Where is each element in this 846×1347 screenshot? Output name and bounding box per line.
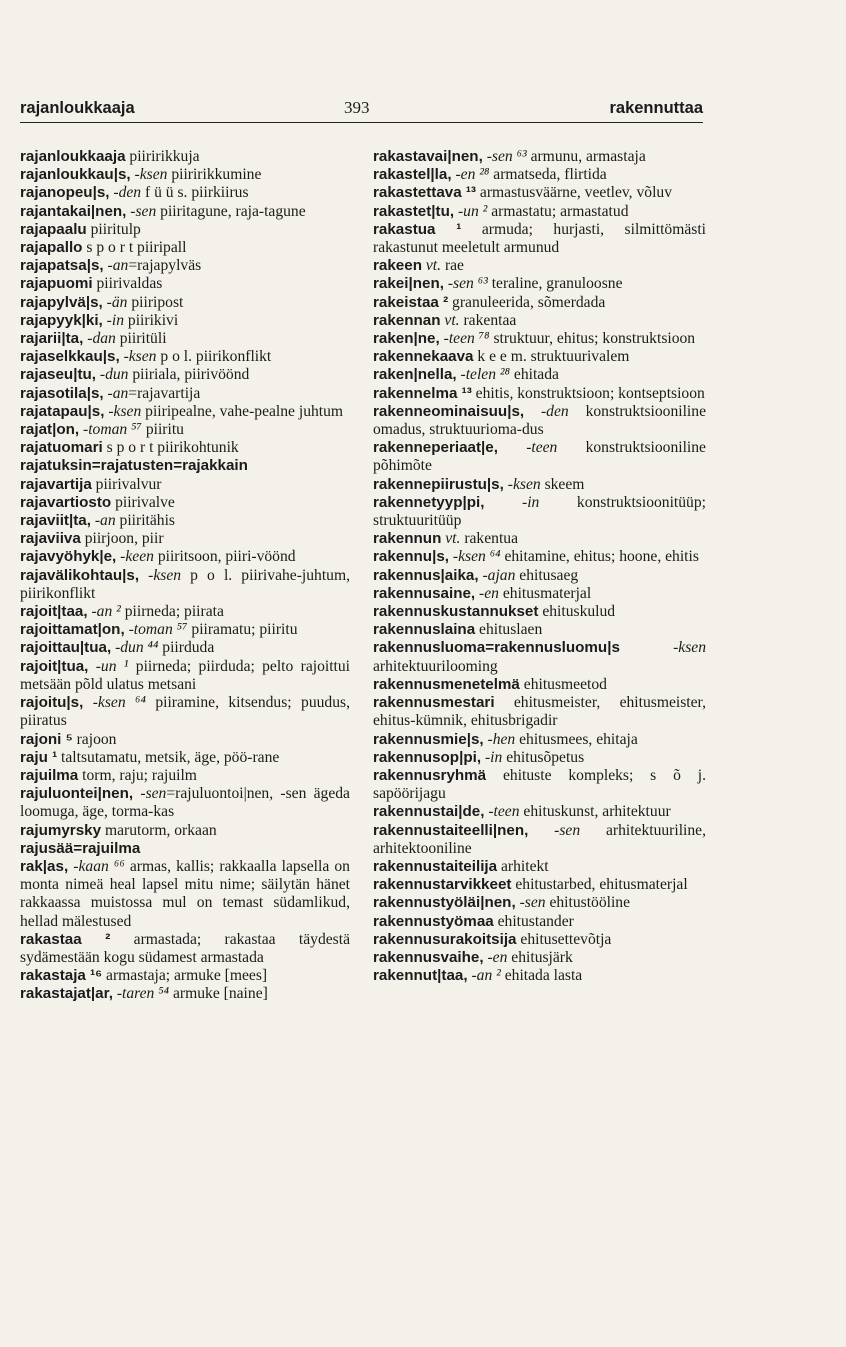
entry-definition: p o l. piirivahe-juhtum, piirikonflikt [20,566,350,602]
entry-headword: rakennustyöläi|nen, [373,894,516,912]
entry-headword: rakastaa ² [20,930,111,948]
entry-definition: ehitamine, ehitus; hoone, ehitis [500,548,699,566]
entry-definition: =rajapylväs [128,257,202,275]
entry-headword: rakennu|s, [373,548,449,566]
entry-definition: struktuur, ehitus; konstruktsioon [489,330,696,348]
entry-definition: ehitusmeetod [519,675,607,693]
dictionary-entry [373,403,706,439]
dictionary-entry [20,403,350,421]
entry-grammar-form: -sen [515,894,546,912]
entry-headword: rakennustai|de, [373,803,485,821]
dictionary-entry [20,348,350,366]
entry-headword: rakennusop|pi, [373,748,482,766]
entry-definition: piiritu [141,421,184,439]
entry-definition: ehituskulud [538,603,616,621]
entry-headword: rajaviit|ta, [20,512,91,530]
entry-definition: s p o r t piiripall [82,239,187,257]
dictionary-entry [373,184,706,202]
entry-grammar-form: -teen ⁷⁸ [439,330,490,348]
dictionary-entry [20,767,350,785]
entry-headword: rakennuskustannukset [373,603,539,621]
entry-headword: rakennun [373,530,442,548]
entry-grammar-form: -dun ⁴⁴ [111,639,159,657]
entry-headword: rajoittau|tua, [20,639,112,657]
entry-grammar-form: -ksen [139,566,182,584]
entry-headword: rajoittamat|on, [20,621,125,639]
entry-headword: rak|as, [20,857,69,875]
dictionary-entry [373,822,706,858]
entry-definition: ehitustarbed, ehitusmaterjal [511,876,688,894]
entry-headword: rakennuslaina [373,621,476,639]
dictionary-entry [373,312,706,330]
entry-definition: arhitektuurilooming [373,657,498,675]
entry-grammar-form: -den [109,184,142,202]
dictionary-entry [373,476,706,494]
entry-grammar-form: -ksen ⁶⁴ [449,548,501,566]
entry-grammar-form: -sen [126,202,157,220]
dictionary-entry [373,803,706,821]
entry-definition: arhitektuuriline, arhitektooniline [373,821,706,857]
entry-headword: rajaviiva [20,530,81,548]
dictionary-entry [373,203,706,221]
dictionary-entry [20,221,350,239]
dictionary-entry [20,603,350,621]
entry-definition: armastatu; armastatud [487,202,629,220]
entry-definition: armuke [naine] [169,985,268,1003]
entry-grammar-form: -ksen [104,402,142,420]
entry-definition: armas, kallis; rakkaalla lapsella on monta nimeä heal lapsel mitu nime; säilytän hänet rakkaassa muistossa mul on temast südamlikud, hellad mälestused [20,857,350,930]
dictionary-entry [20,530,350,548]
entry-headword: rakennustyömaa [373,912,494,930]
dictionary-entry [20,439,350,457]
dictionary-entry [20,858,350,931]
dictionary-entry [373,530,706,548]
dictionary-entry [20,931,350,967]
entry-definition: s p o r t piirikohtunik [102,439,239,457]
entry-headword: rakeistaa ² [373,293,449,311]
dictionary-entry [373,731,706,749]
entry-definition: ehitusaeg [515,566,579,584]
entry-grammar-form: -ksen [503,475,541,493]
entry-grammar-form: -an [103,384,129,402]
entry-grammar-form: -un ² [454,202,488,220]
entry-definition: granuleerida, sõmerdada [448,293,606,311]
entry-headword: rakennepiirustu|s, [373,475,504,493]
entry-grammar-form: -in [484,493,540,511]
entry-definition: ehituste kompleks; s õ j. sapöörijagu [373,766,706,803]
entry-definition: p o l. piirikonflikt [156,348,272,366]
entry-definition: ehituslaen [475,621,543,639]
dictionary-entry [373,694,706,730]
dictionary-entry [373,494,706,530]
entry-definition: piiripost [127,293,184,311]
entry-headword: rakastua ¹ [373,220,462,238]
dictionary-entry [373,439,706,475]
entry-definition: piirikivi [124,311,179,329]
running-head-right: rakennuttaa [609,99,703,117]
dictionary-entry [373,676,706,694]
entry-definition: ehitusmeister, ehitusmeister, ehitus-kümnik, ehitusbrigadir [373,694,706,730]
entry-definition: ehitis, konstruktsioon; kontseptsioon [471,384,705,402]
entry-headword: raken|ne, [373,330,440,348]
entry-headword: rakastet|tu, [373,202,455,220]
dictionary-entry [20,476,350,494]
entry-grammar-form: -sen ⁶³ [482,148,527,165]
entry-headword: rajapaalu [20,220,87,238]
entry-definition: armastaja; armuke [mees] [102,967,268,985]
entry-grammar-form: -in [481,748,503,766]
dictionary-entry [373,385,706,403]
entry-definition: =rajuluontoi|nen, -sen ägeda loomuga, äge, torma-kas [20,785,350,821]
entry-grammar-form: vt. [421,257,442,275]
entry-headword: rakenneominaisuu|s, [373,402,525,420]
entry-definition: ehitusettevõtja [516,930,612,948]
entry-headword: rajuluontei|nen, [20,785,134,803]
dictionary-entry [373,548,706,566]
dictionary-entry [373,749,706,767]
dictionary-entry [20,749,350,767]
entry-grammar-form: -en [483,948,508,966]
entry-definition: piiririkkumine [167,166,262,184]
dictionary-entry [373,949,706,967]
entry-headword: rajavartiosto [20,493,112,511]
entry-grammar-form: -en ²⁸ [451,166,490,184]
dictionary-entry [20,312,350,330]
entry-grammar-form: -sen [133,785,167,803]
dictionary-entry [373,294,706,312]
entry-headword: rajatuksin=rajatusten=rajakkain [20,457,248,475]
entry-definition: piirjoon, piir [80,530,164,548]
entry-definition: ehitustander [493,912,574,930]
entry-definition: rajoon [72,730,117,748]
entry-headword: rakennan [373,311,441,329]
entry-headword: rakennusryhmä [373,766,487,784]
dictionary-entry [20,822,350,840]
entry-headword: rakennetyyp|pi, [373,493,485,511]
dictionary-entry [20,421,350,439]
entry-grammar-form: -an [103,257,129,275]
entry-grammar-form: vt. [440,311,460,329]
dictionary-entry [20,275,350,293]
dictionary-entry [20,621,350,639]
entry-headword: rajavyöhyk|e, [20,548,117,566]
entry-headword: rakastettava ¹³ [373,184,476,202]
entry-headword: rajoni ⁵ [20,730,73,748]
dictionary-entry [373,567,706,585]
entry-definition: konstruktsiooniline põhimõte [373,439,706,475]
entry-definition: marutorm, orkaan [101,821,217,839]
entry-definition: ehitada lasta [500,967,583,985]
entry-definition: =rajavartija [128,384,201,402]
dictionary-entry [20,985,350,1003]
entry-headword: rajapuomi [20,275,93,293]
entry-definition: piiritüli [115,330,167,348]
entry-headword: rajumyrsky [20,821,102,839]
entry-grammar-form: -toman ⁵⁷ [124,621,188,639]
entry-headword: rakennelma ¹³ [373,384,472,402]
entry-headword: rajantakai|nen, [20,202,127,220]
entry-headword: rajapallo [20,239,83,257]
entry-headword: rajapyyk|ki, [20,311,103,329]
entry-headword: rakennusmenetelmä [373,675,520,693]
dictionary-entry [373,858,706,876]
dictionary-entry [20,512,350,530]
dictionary-entry [373,931,706,949]
entry-definition: piiramatu; piiritu [187,621,298,639]
entry-headword: rakastavai|nen, [373,148,483,165]
entry-definition: rae [441,257,464,275]
entry-headword: raju ¹ [20,748,58,766]
dictionary-entry [20,148,350,166]
entry-definition: ehitustööline [545,894,631,912]
dictionary-entry [373,166,706,184]
entry-headword: rakennekaava [373,348,474,366]
dictionary-entry [373,221,706,257]
entry-headword: rakennusvaihe, [373,948,484,966]
dictionary-entry [20,366,350,384]
entry-definition: ehitusõpetus [502,748,585,766]
entry-grammar-form: -an ² [467,967,501,985]
dictionary-entry [20,548,350,566]
entry-definition: rakentua [460,530,518,548]
entry-grammar-form: -telen ²⁸ [456,366,510,384]
dictionary-entry [20,731,350,749]
entry-grammar-form: -an ² [87,603,121,621]
entry-headword: rakennus|aika, [373,566,479,584]
entry-definition: piirivaldas [92,275,163,293]
dictionary-entry [373,639,706,675]
entry-headword: rakennustaiteelli|nen, [373,821,529,839]
entry-definition: teraline, granuloosne [487,275,623,293]
dictionary-entry [373,585,706,603]
entry-headword: raken|nella, [373,366,457,384]
entry-definition: piiritsoon, piiri-vöönd [153,548,296,566]
entry-grammar-form: -en [475,584,499,602]
entry-definition: ehitusmaterjal [498,584,592,602]
entry-grammar-form: -ksen [619,639,706,657]
entry-definition: piiririkkuja [125,148,200,165]
entry-headword: rakennustarvikkeet [373,876,512,894]
entry-definition: k e e m. struktuurivalem [473,348,630,366]
dictionary-entry [373,366,706,384]
dictionary-entry [20,639,350,657]
entry-headword: rakenneperiaat|e, [373,439,498,457]
entry-grammar-form: -ajan [478,566,516,584]
entry-headword: rajaselkkau|s, [20,348,120,366]
entry-headword: rajat|on, [20,421,80,439]
entry-grammar-form: -den [524,402,569,420]
dictionary-entry [373,603,706,621]
entry-definition: piiritulp [86,220,141,238]
entry-grammar-form: -toman ⁵⁷ [79,421,142,439]
entry-headword: rajuilma [20,766,79,784]
entry-headword: rajoit|tua, [20,657,89,675]
entry-definition: piirneda; piirata [120,603,224,621]
entry-definition: piiritagune, raja-tagune [156,202,306,220]
page-header [20,98,703,123]
page-number: 393 [344,98,370,117]
entry-definition: armastada; rakastaa täydestä sydämestään kogu südamest armastada [20,930,350,966]
entry-grammar-form: -in [102,311,125,329]
dictionary-entry [20,457,350,475]
running-head-left: rajanloukkaaja [20,99,135,117]
dictionary-entry [20,694,350,730]
dictionary-entry [20,184,350,202]
entry-definition: ehitusmees, ehitaja [515,730,638,748]
entry-headword: rajaseu|tu, [20,366,96,384]
dictionary-entry [20,967,350,985]
entry-grammar-form: -sen [528,821,581,839]
entry-headword: rakennusmie|s, [373,730,484,748]
dictionary-entry [20,567,350,603]
entry-definition: arhitekt [497,857,549,875]
entry-definition: armatseda, flirtida [489,166,607,184]
dictionary-entry [20,385,350,403]
entry-definition: piiramine, kitsendus; puudus, piiratus [20,694,350,730]
entry-grammar-form: -teen [497,439,558,457]
entry-headword: rajasotila|s, [20,384,104,402]
dictionary-entry [20,494,350,512]
entry-headword: rakennusmestari [373,694,495,712]
entry-grammar-form: -an [90,512,116,530]
entry-headword: rakeen [373,257,422,275]
dictionary-entry [373,913,706,931]
right-column [373,148,706,985]
entry-definition: armunu, armastaja [526,148,646,165]
entry-grammar-form: -än [102,293,128,311]
dictionary-entry [373,275,706,293]
entry-headword: rajusää=rajuilma [20,839,141,857]
entry-headword: rajanloukkaaja [20,148,126,165]
entry-grammar-form: -un ¹ [88,657,129,675]
entry-headword: rajanopeu|s, [20,184,110,202]
entry-definition: piirivalvur [91,475,162,493]
dictionary-entry [373,257,706,275]
entry-headword: rajoit|taa, [20,603,88,621]
entry-definition: piirduda [158,639,215,657]
entry-definition: konstruktsioonitüüp; struktuuritüüp [373,493,706,530]
dictionary-entry [20,203,350,221]
entry-grammar-form: -ksen ⁶⁴ [83,694,146,712]
entry-grammar-form: -teen [484,803,520,821]
entry-definition: taltsutamatu, metsik, äge, pöö-rane [57,748,280,766]
dictionary-entry [373,330,706,348]
entry-definition: piirneda; piirduda; pelto rajoittui metsään põld ulatus metsani [20,657,350,693]
entry-grammar-form: -hen [483,730,516,748]
entry-headword: rakennut|taa, [373,967,468,985]
entry-headword: rakastajat|ar, [20,985,113,1003]
entry-headword: rakennustaiteilija [373,857,498,875]
entry-headword: rajatuomari [20,439,103,457]
entry-definition: rakentaa [459,311,517,329]
entry-headword: rajanloukkau|s, [20,166,131,184]
entry-headword: rakennusurakoitsija [373,930,517,948]
entry-definition: ehituskunst, arhitektuur [519,803,671,821]
entry-definition: torm, raju; rajuilm [78,766,197,784]
dictionary-entry [20,166,350,184]
entry-definition: ehitada [510,366,559,384]
entry-grammar-form: -dan [83,330,116,348]
dictionary-entry [20,239,350,257]
entry-definition: piiritähis [115,512,175,530]
entry-definition: piiripealne, vahe-pealne juhtum [141,402,344,420]
entry-grammar-form: -ksen [119,348,157,366]
entry-definition: armastusväärne, veetlev, võluv [476,184,673,202]
entry-headword: rajoitu|s, [20,694,84,712]
entry-grammar-form: -sen ⁶³ [443,275,488,293]
entry-grammar-form: -ksen [130,166,168,184]
entry-grammar-form: -dun [96,366,129,384]
left-column [20,148,350,1004]
entry-definition: skeem [540,475,585,493]
dictionary-entry [20,330,350,348]
dictionary-entry [373,767,706,803]
dictionary-entry [20,294,350,312]
entry-headword: rakei|nen, [373,275,444,293]
entry-headword: rakastaja ¹⁶ [20,967,103,985]
entry-headword: rakennusaine, [373,584,476,602]
entry-headword: rajapylvä|s, [20,293,103,311]
entry-grammar-form: -kaan ⁶⁶ [68,857,125,875]
entry-definition: konstruktsiooniline omadus, struktuurioma-dus [373,402,706,439]
dictionary-entry [20,658,350,694]
dictionary-entry [373,967,706,985]
entry-definition: piirivalve [111,493,175,511]
dictionary-entry [373,348,706,366]
dictionary-entry [373,894,706,912]
entry-grammar-form: vt. [441,530,461,548]
entry-headword: rajavälikohtau|s, [20,566,140,584]
entry-definition: ehitusjärk [507,948,573,966]
entry-grammar-form: -keen [116,548,154,566]
entry-headword: rajapatsa|s, [20,257,104,275]
entry-definition: f ü ü s. piirkiirus [141,184,249,202]
entry-definition: armuda; hurjasti, silmittömästi rakastunut meeletult armunud [373,220,706,257]
dictionary-entry [373,148,706,166]
entry-definition: piiriala, piirivöönd [128,366,250,384]
entry-headword: rakastel|la, [373,166,452,184]
entry-headword: rajarii|ta, [20,330,84,348]
dictionary-entry [373,876,706,894]
entry-headword: rajatapau|s, [20,402,105,420]
dictionary-entry [20,257,350,275]
dictionary-entry [20,840,350,858]
entry-headword: rakennusluoma=rakennusluomu|s [373,639,620,657]
dictionary-entry [373,621,706,639]
entry-grammar-form: -taren ⁵⁴ [112,985,170,1003]
dictionary-entry [20,785,350,821]
entry-headword: rajavartija [20,475,92,493]
